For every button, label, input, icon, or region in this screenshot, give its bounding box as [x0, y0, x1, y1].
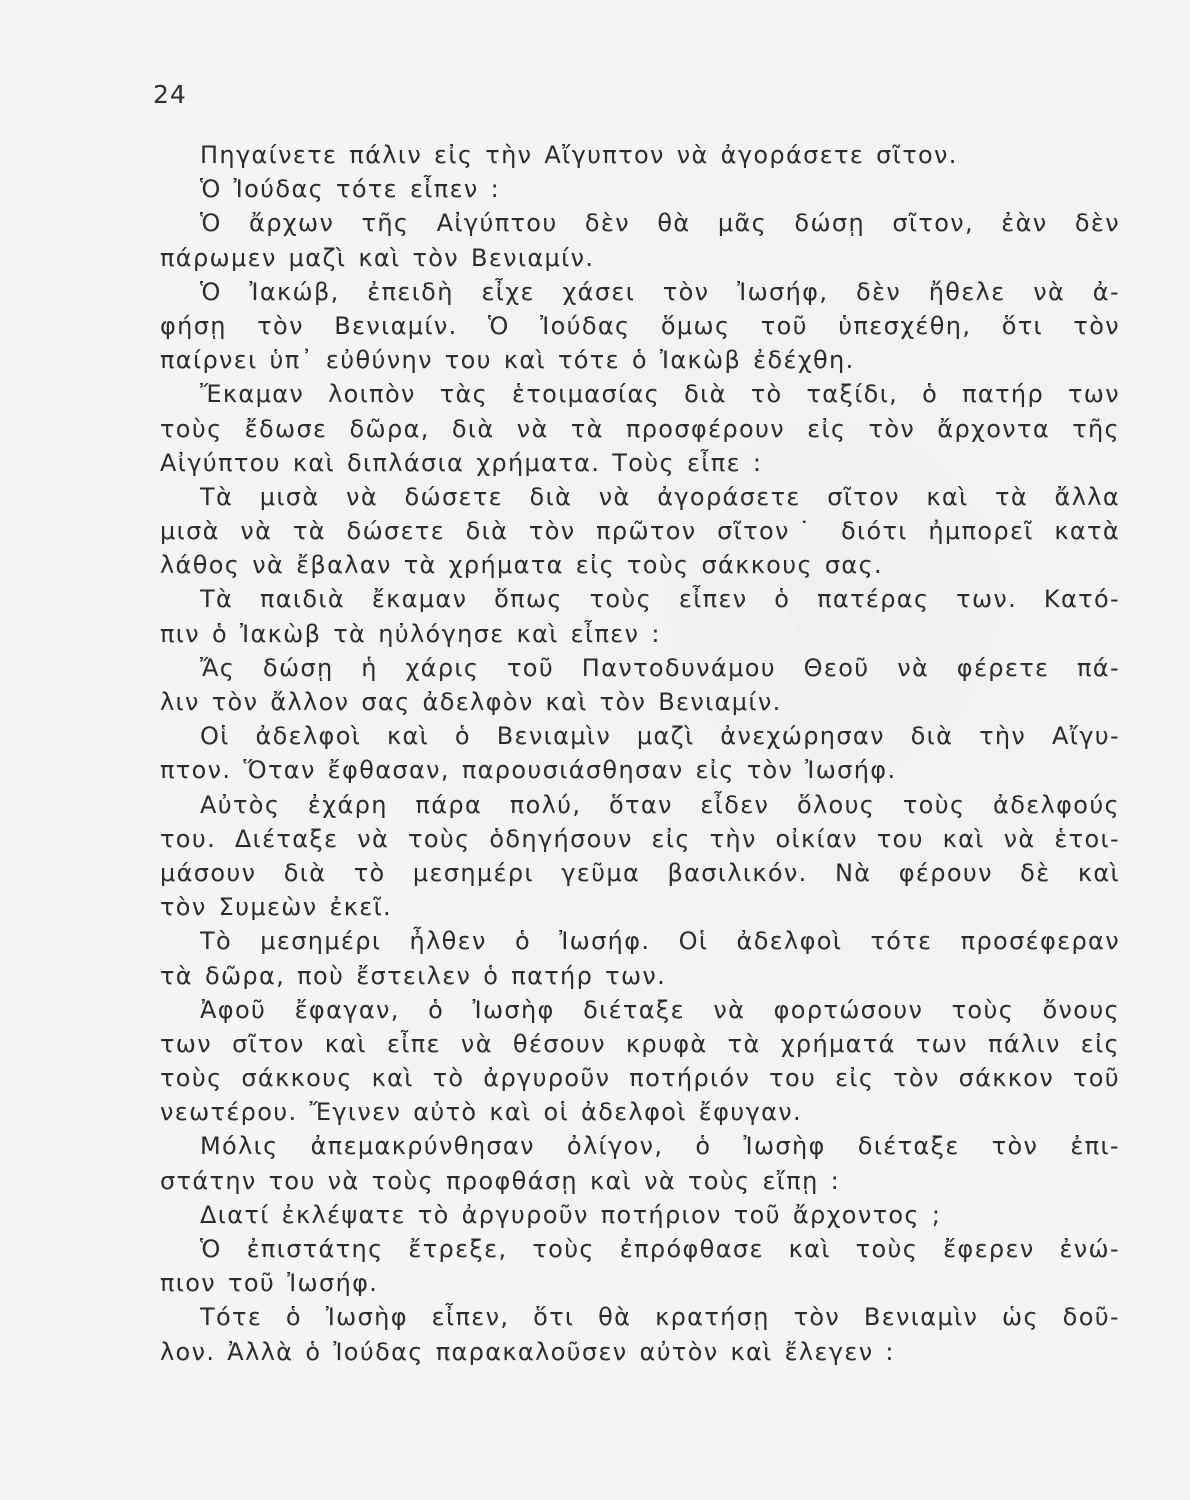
- body-text: [160, 138, 1120, 1369]
- text-line: Μόλις ἀπεμακρύνθησαν ὀλίγον, ὁ Ἰωσὴφ διέταξε τὸν ἐπι-: [200, 1132, 1120, 1161]
- text-line: Ἄς δώσῃ ἡ χάρις τοῦ Παντοδυνάμου Θεοῦ νὰ φέρετε πά-: [200, 653, 1120, 682]
- text-line: νεωτέρου. Ἔγινεν αὐτὸ καὶ οἱ ἀδελφοὶ ἔφυγαν.: [160, 1098, 802, 1127]
- text-line: λιν τὸν ἄλλον σας ἀδελφὸν καὶ τὸν Βενιαμίν.: [160, 688, 782, 716]
- text-line: λον. Ἀλλὰ ὁ Ἰούδας παρακαλοῦσεν αὐτὸν καὶ ἔλεγεν :: [160, 1337, 895, 1366]
- text-line: Ὁ ἄρχων τῆς Αἰγύπτου δὲν θὰ μᾶς δώσῃ σῖτον, ἐὰν δὲν: [200, 209, 1120, 238]
- text-line: τὰ δῶρα, ποὺ ἔστειλεν ὁ πατήρ των.: [160, 961, 667, 990]
- text-line: Τότε ὁ Ἰωσὴφ εἶπεν, ὅτι θὰ κρατήσῃ τὸν Βενιαμὶν ὡς δοῦ-: [200, 1303, 1120, 1332]
- text-line: Ἔκαμαν λοιπὸν τὰς ἑτοιμασίας διὰ τὸ ταξίδι, ὁ πατήρ των: [200, 380, 1120, 409]
- text-line: Διατί ἐκλέψατε τὸ ἀργυροῦν ποτήριον τοῦ ἄρχοντος ;: [200, 1200, 942, 1229]
- text-line: Ὁ Ἰακώβ, ἐπειδὴ εἶχε χάσει τὸν Ἰωσήφ, δὲν ἤθελε νὰ ἀ-: [200, 277, 1120, 306]
- text-line: τοὺς ἔδωσε δῶρα, διὰ νὰ τὰ προσφέρουν εἰς τὸν ἄρχοντα τῆς: [160, 414, 1120, 443]
- text-line: μισὰ νὰ τὰ δώσετε διὰ τὸν πρῶτον σῖτον˙ διότι ἠμπορεῖ κατὰ: [160, 517, 1120, 546]
- text-line: Τὰ μισὰ νὰ δώσετε διὰ νὰ ἀγοράσετε σῖτον καὶ τὰ ἄλλα: [200, 482, 1120, 511]
- text-line: τοὺς σάκκους καὶ τὸ ἀργυροῦν ποτήριόν του εἰς τὸν σάκκον τοῦ: [160, 1064, 1120, 1093]
- text-line: Ἀφοῦ ἔφαγαν, ὁ Ἰωσὴφ διέταξε νὰ φορτώσουν τοὺς ὄνους: [200, 995, 1120, 1024]
- text-line: παίρνει ὑπ᾽ εὐθύνην του καὶ τότε ὁ Ἰακὼβ ἐδέχθη.: [160, 346, 855, 375]
- text-line: φήσῃ τὸν Βενιαμίν. Ὁ Ἰούδας ὅμως τοῦ ὑπεσχέθη, ὅτι τὸν: [160, 311, 1120, 340]
- text-line: πτον. Ὅταν ἔφθασαν, παρουσιάσθησαν εἰς τὸν Ἰωσήφ.: [160, 756, 897, 785]
- text-line: πάρωμεν μαζὶ καὶ τὸν Βενιαμίν.: [160, 243, 595, 272]
- text-line: στάτην του νὰ τοὺς προφθάσῃ καὶ νὰ τοὺς εἴπῃ :: [160, 1166, 841, 1195]
- text-line: Αἰγύπτου καὶ διπλάσια χρήματα. Τοὺς εἶπε :: [160, 448, 763, 477]
- text-line: πιον τοῦ Ἰωσήφ.: [160, 1269, 379, 1298]
- text-line: πιν ὁ Ἰακὼβ τὰ ηὐλόγησε καὶ εἶπεν :: [160, 619, 661, 648]
- text-line: Ὁ ἐπιστάτης ἔτρεξε, τοὺς ἐπρόφθασε καὶ τοὺς ἔφερεν ἐνώ-: [200, 1235, 1120, 1263]
- text-line: Αὐτὸς ἐχάρη πάρα πολύ, ὅταν εἶδεν ὅλους τοὺς ἀδελφούς: [200, 790, 1120, 819]
- page-number: 24: [153, 80, 187, 109]
- text-line: Ὁ Ἰούδας τότε εἶπεν :: [200, 175, 501, 204]
- text-line: τὸν Συμεὼν ἐκεῖ.: [160, 893, 393, 922]
- text-line: Πηγαίνετε πάλιν εἰς τὴν Αἴγυπτον νὰ ἀγοράσετε σῖτον.: [200, 141, 958, 169]
- text-line: του. Διέταξε νὰ τοὺς ὁδηγήσουν εἰς τὴν οἰκίαν του καὶ νὰ ἑτοι-: [160, 824, 1120, 853]
- text-line: μάσουν διὰ τὸ μεσημέρι γεῦμα βασιλικόν. Νὰ φέρουν δὲ καὶ: [160, 858, 1120, 887]
- text-line: των σῖτον καὶ εἶπε νὰ θέσουν κρυφὰ τὰ χρήματά των πάλιν εἰς: [160, 1029, 1120, 1058]
- text-line: Τὸ μεσημέρι ἦλθεν ὁ Ἰωσήφ. Οἱ ἀδελφοὶ τότε προσέφεραν: [200, 927, 1120, 956]
- text-line: Οἱ ἀδελφοὶ καὶ ὁ Βενιαμὶν μαζὶ ἀνεχώρησαν διὰ τὴν Αἴγυ-: [200, 722, 1120, 751]
- text-line: Τὰ παιδιὰ ἔκαμαν ὅπως τοὺς εἶπεν ὁ πατέρας των. Κατό-: [200, 585, 1120, 614]
- text-line: λάθος νὰ ἔβαλαν τὰ χρήματα εἰς τοὺς σάκκους σας.: [160, 551, 884, 580]
